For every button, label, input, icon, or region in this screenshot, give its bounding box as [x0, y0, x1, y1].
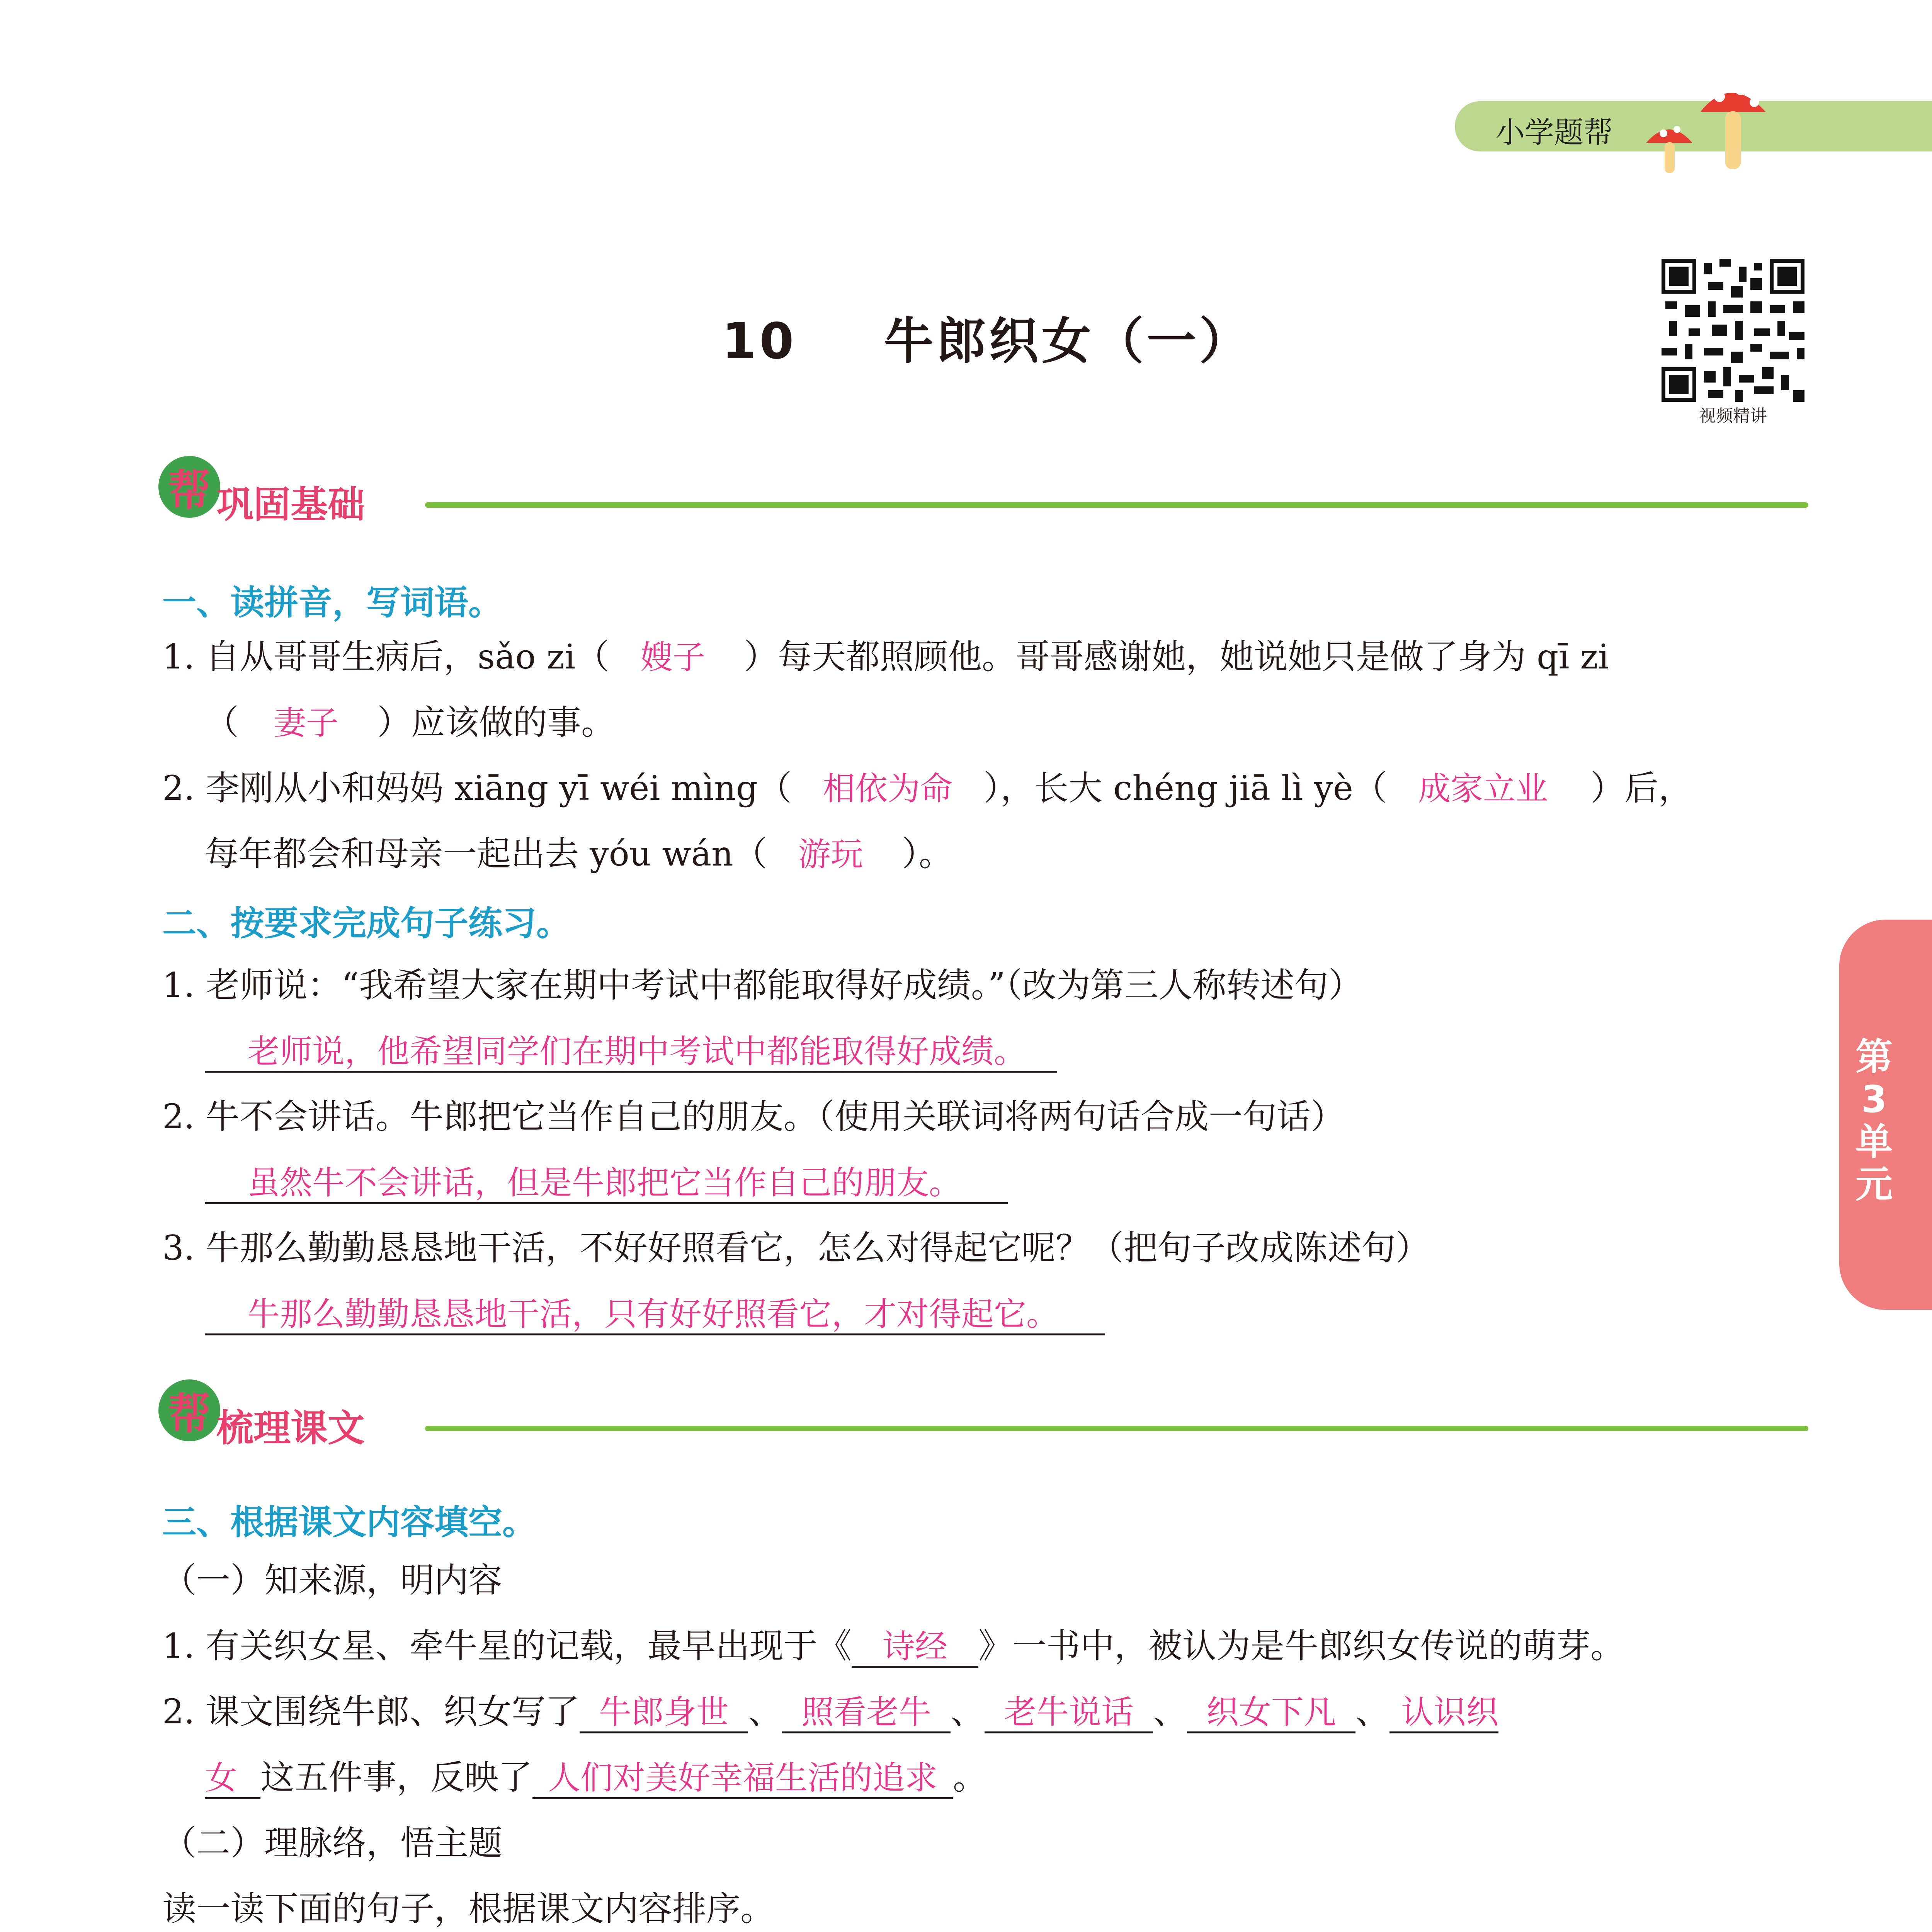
answer: 牛那么勤勤恳恳地干活，只有好好照看它，才对得起它。	[205, 1295, 1105, 1335]
question-line: 女 这五件事，反映了 人们对美好幸福生活的追求 。	[205, 1758, 987, 1799]
section-title: 梳理课文	[216, 1406, 365, 1450]
section-title: 巩固基础	[216, 483, 365, 526]
question-line: 1. 自从哥哥生病后，sǎo zi（ 嫂子 ）每天都照顾他。哥哥感谢她，她说她只是做了身为 qī zi	[162, 637, 1609, 677]
qr-caption: 视频精讲	[1699, 406, 1767, 426]
question-line: 每年都会和母亲一起出去 yóu wán（ 游玩 ）。	[205, 834, 953, 874]
qr-code-icon	[1662, 259, 1804, 402]
lesson-title: 牛郎织女（一）	[884, 313, 1252, 370]
section-badge: 帮	[158, 456, 220, 518]
question-line: 3. 牛那么勤勤恳恳地干活，不好好照看它，怎么对得起它呢？（把句子改成陈述句）	[162, 1228, 1430, 1268]
answer: 认识织	[1389, 1693, 1498, 1733]
section-divider	[425, 1426, 1808, 1431]
answer: 老牛说话	[985, 1693, 1153, 1733]
unit-tab-label: 第3单元	[1855, 1035, 1893, 1206]
answer: 虽然牛不会讲话，但是牛郎把它当作自己的朋友。	[205, 1163, 1008, 1204]
answer: 成家立业	[1418, 770, 1548, 808]
answer: 诗经	[852, 1627, 978, 1668]
page-title	[0, 301, 1932, 372]
question-line: 2. 课文围绕牛郎、织女写了 牛郎身世 、 照看老牛 、 老牛说话 、 织女下凡 、 认识织	[162, 1692, 1498, 1733]
answer: 织女下凡	[1187, 1693, 1355, 1733]
question-line: 1. 有关织女星、牵牛星的记载，最早出现于《 诗经 》一书中，被认为是牛郎织女传说的萌芽。	[162, 1627, 1624, 1668]
question-title: 三、根据课文内容填空。	[162, 1502, 537, 1542]
subheading: （二）理脉络，悟主题	[162, 1823, 503, 1863]
answer-line	[205, 1294, 1105, 1335]
lesson-number: 10	[722, 313, 797, 370]
question-title: 一、读拼音，写词语。	[162, 583, 503, 622]
question-line: 2. 李刚从小和妈妈 xiāng yī wéi mìng（ 相依为命 ），长大 chéng jiā lì yè（ 成家立业 ）后，	[162, 768, 1693, 808]
answer: 游玩	[798, 835, 863, 873]
answer: 照看老牛	[782, 1693, 951, 1733]
answer: 相依为命	[823, 770, 953, 808]
answer-line	[205, 1163, 1008, 1204]
mushroom-icon	[1642, 66, 1789, 178]
answer: 老师说，他希望同学们在期中考试中都能取得好成绩。	[205, 1032, 1057, 1073]
instruction: 读一读下面的句子，根据课文内容排序。	[162, 1889, 775, 1929]
answer: 妻子	[274, 704, 339, 742]
subheading: （一）知来源，明内容	[162, 1560, 503, 1600]
question-line: 1. 老师说：“我希望大家在期中考试中都能取得好成绩。”（改为第三人称转述句）	[162, 965, 1362, 1005]
answer: 嫂子	[640, 638, 706, 676]
section-badge: 帮	[158, 1379, 220, 1441]
answer-line	[205, 1032, 1057, 1073]
answer: 牛郎身世	[580, 1693, 748, 1733]
section-divider	[425, 502, 1808, 508]
answer: 女	[205, 1759, 260, 1799]
question-line: 2. 牛不会讲话。牛郎把它当作自己的朋友。（使用关联词将两句话合成一句话）	[162, 1097, 1345, 1136]
brand-text: 小学题帮	[1495, 115, 1613, 150]
question-line: （ 妻子 ）应该做的事。	[205, 702, 616, 742]
answer: 人们对美好幸福生活的追求	[532, 1759, 953, 1799]
question-title: 二、按要求完成句子练习。	[162, 903, 571, 943]
